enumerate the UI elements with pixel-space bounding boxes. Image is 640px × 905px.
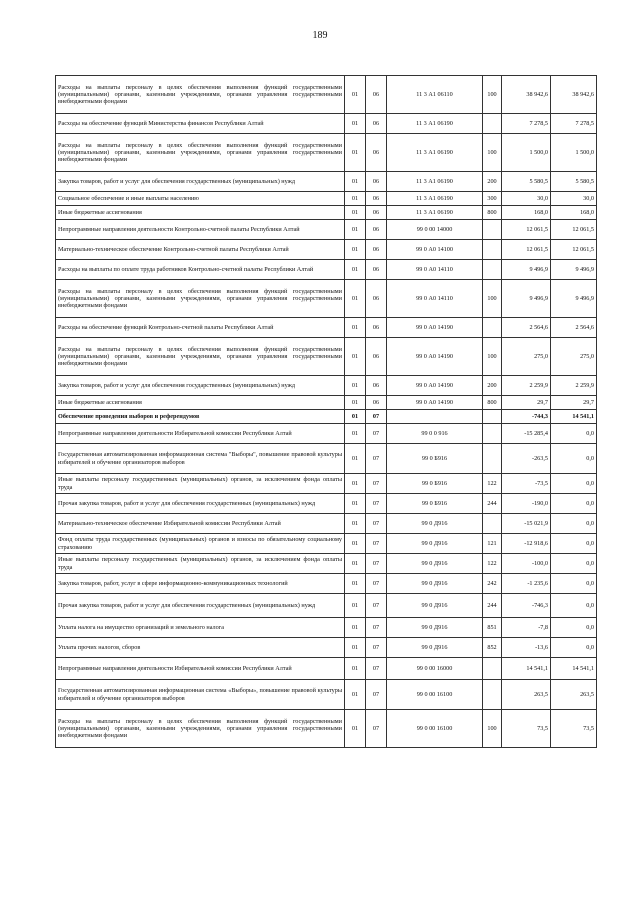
section-code-cell: 01 <box>345 514 366 534</box>
budget-table-body <box>56 76 597 748</box>
amount-change-cell: 5 580,5 <box>502 172 551 192</box>
expense-name-cell: Непрограммные направления деятельности Контрольно-счетной палаты Республики Алтай <box>56 220 345 240</box>
subsection-code-cell: 07 <box>366 554 387 574</box>
expense-name-cell: Прочая закупка товаров, работ и услуг для обеспечения государственных (муниципальных) нужд <box>56 494 345 514</box>
amount-total-cell: 263,5 <box>551 680 597 710</box>
target-article-cell: 99 0 Д916 <box>387 534 483 554</box>
amount-total-cell: 0,0 <box>551 494 597 514</box>
subsection-code-cell: 07 <box>366 574 387 594</box>
expense-name-cell: Расходы на выплаты персоналу в целях обеспечения выполнения функций государственными (муниципальными) органами, казенными учреждениями, органами управления государственными внебюджетными фондами <box>56 280 345 318</box>
amount-change-cell: 168,0 <box>502 206 551 220</box>
table-row <box>56 396 597 410</box>
amount-total-cell: 9 496,9 <box>551 260 597 280</box>
target-article-cell <box>387 410 483 424</box>
section-code-cell: 01 <box>345 260 366 280</box>
target-article-cell: 99 0 Д916 <box>387 554 483 574</box>
section-code-cell: 01 <box>345 280 366 318</box>
amount-change-cell: -73,5 <box>502 474 551 494</box>
amount-total-cell: 12 061,5 <box>551 220 597 240</box>
amount-change-cell: -12 918,6 <box>502 534 551 554</box>
amount-change-cell: 9 496,9 <box>502 280 551 318</box>
target-article-cell: 99 0 Б916 <box>387 474 483 494</box>
amount-change-cell: 12 061,5 <box>502 220 551 240</box>
table-row <box>56 220 597 240</box>
section-code-cell: 01 <box>345 494 366 514</box>
target-article-cell: 99 0 00 16100 <box>387 710 483 748</box>
target-article-cell: 99 0 0 916 <box>387 424 483 444</box>
amount-change-cell: -100,0 <box>502 554 551 574</box>
subsection-code-cell: 07 <box>366 494 387 514</box>
expense-type-cell: 122 <box>483 474 502 494</box>
expense-name-cell: Расходы на выплаты персоналу в целях обеспечения выполнения функций государственными (муниципальными) органами, казенными учреждениями, органами управления государственными внебюджетными фондами <box>56 134 345 172</box>
section-code-cell: 01 <box>345 396 366 410</box>
subsection-code-cell: 06 <box>366 76 387 114</box>
table-row <box>56 338 597 376</box>
target-article-cell: 99 0 Д916 <box>387 638 483 658</box>
expense-type-cell: 244 <box>483 594 502 618</box>
amount-total-cell: 0,0 <box>551 594 597 618</box>
subsection-code-cell: 07 <box>366 424 387 444</box>
subsection-code-cell: 07 <box>366 638 387 658</box>
subsection-code-cell: 06 <box>366 134 387 172</box>
amount-change-cell: 29,7 <box>502 396 551 410</box>
table-row <box>56 76 597 114</box>
section-code-cell: 01 <box>345 534 366 554</box>
amount-change-cell: 1 500,0 <box>502 134 551 172</box>
expense-name-cell: Иные бюджетные ассигнования <box>56 206 345 220</box>
expense-type-cell: 800 <box>483 396 502 410</box>
expense-name-cell: Фонд оплаты труда государственных (муниципальных) органов и взносы по обязательному социальному страхованию <box>56 534 345 554</box>
expense-type-cell: 200 <box>483 172 502 192</box>
expense-name-cell: Расходы на выплаты персоналу в целях обеспечения выполнения функций государственными (муниципальными) органами, казенными учреждениями, органами управления государственными внебюджетными фондами <box>56 710 345 748</box>
section-code-cell: 01 <box>345 658 366 680</box>
target-article-cell: 99 0 А0 14110 <box>387 260 483 280</box>
amount-change-cell: 275,0 <box>502 338 551 376</box>
target-article-cell: 99 0 Д916 <box>387 618 483 638</box>
expense-name-cell: Уплата налога на имущество организаций и земельного налога <box>56 618 345 638</box>
amount-total-cell: 12 061,5 <box>551 240 597 260</box>
expense-name-cell: Прочая закупка товаров, работ и услуг для обеспечения государственных (муниципальных) нужд <box>56 594 345 618</box>
subsection-code-cell: 07 <box>366 534 387 554</box>
target-article-cell: 11 3 А1 06110 <box>387 76 483 114</box>
amount-change-cell: 38 942,6 <box>502 76 551 114</box>
amount-change-cell: -746,3 <box>502 594 551 618</box>
table-row <box>56 172 597 192</box>
amount-change-cell: -13,6 <box>502 638 551 658</box>
amount-total-cell: 1 500,0 <box>551 134 597 172</box>
subsection-code-cell: 07 <box>366 680 387 710</box>
section-code-cell: 01 <box>345 76 366 114</box>
amount-total-cell: 0,0 <box>551 638 597 658</box>
amount-total-cell: 30,0 <box>551 192 597 206</box>
section-code-cell: 01 <box>345 474 366 494</box>
subsection-code-cell: 07 <box>366 410 387 424</box>
section-code-cell: 01 <box>345 134 366 172</box>
section-code-cell: 01 <box>345 410 366 424</box>
expense-name-cell: Расходы на выплаты персоналу в целях обеспечения выполнения функций государственными (муниципальными) органами, казенными учреждениями, органами управления государственными внебюджетными фондами <box>56 76 345 114</box>
expense-name-cell: Материально-техническое обеспечение Избирательной комиссии Республики Алтай <box>56 514 345 534</box>
expense-name-cell: Иные выплаты персоналу государственных (муниципальных) органов, за исключением фонда оплаты труда <box>56 474 345 494</box>
expense-type-cell <box>483 680 502 710</box>
table-row <box>56 658 597 680</box>
subsection-code-cell: 06 <box>366 172 387 192</box>
amount-total-cell: 0,0 <box>551 474 597 494</box>
expense-name-cell: Обеспечение проведения выборов и референдумов <box>56 410 345 424</box>
amount-change-cell: -190,0 <box>502 494 551 514</box>
subsection-code-cell: 06 <box>366 376 387 396</box>
table-row <box>56 424 597 444</box>
expense-type-cell <box>483 658 502 680</box>
amount-total-cell: 14 541,1 <box>551 658 597 680</box>
amount-total-cell: 73,5 <box>551 710 597 748</box>
table-row <box>56 474 597 494</box>
section-code-cell: 01 <box>345 206 366 220</box>
expense-type-cell: 244 <box>483 494 502 514</box>
expense-name-cell: Иные выплаты персоналу государственных (муниципальных) органов, за исключением фонда оплаты труда <box>56 554 345 574</box>
expense-type-cell: 800 <box>483 206 502 220</box>
amount-total-cell: 168,0 <box>551 206 597 220</box>
amount-change-cell: -744,3 <box>502 410 551 424</box>
table-row <box>56 114 597 134</box>
amount-change-cell: 14 541,1 <box>502 658 551 680</box>
subsection-code-cell: 06 <box>366 220 387 240</box>
amount-total-cell: 2 564,6 <box>551 318 597 338</box>
table-row <box>56 514 597 534</box>
expense-name-cell: Закупка товаров, работ и услуг для обеспечения государственных (муниципальных) нужд <box>56 376 345 396</box>
amount-change-cell: -263,5 <box>502 444 551 474</box>
section-code-cell: 01 <box>345 220 366 240</box>
section-code-cell: 01 <box>345 172 366 192</box>
amount-change-cell: 9 496,9 <box>502 260 551 280</box>
subsection-code-cell: 07 <box>366 618 387 638</box>
table-row <box>56 240 597 260</box>
section-code-cell: 01 <box>345 114 366 134</box>
expense-name-cell: Закупка товаров, работ и услуг для обеспечения государственных (муниципальных) нужд <box>56 172 345 192</box>
expense-type-cell: 200 <box>483 376 502 396</box>
table-row <box>56 134 597 172</box>
target-article-cell: 11 3 А1 06190 <box>387 206 483 220</box>
expense-type-cell <box>483 220 502 240</box>
expense-type-cell <box>483 114 502 134</box>
target-article-cell: 11 3 А1 06190 <box>387 192 483 206</box>
expense-type-cell: 100 <box>483 134 502 172</box>
target-article-cell: 99 0 Б916 <box>387 494 483 514</box>
section-code-cell: 01 <box>345 444 366 474</box>
subsection-code-cell: 07 <box>366 658 387 680</box>
table-row <box>56 554 597 574</box>
page-number: 189 <box>312 30 328 41</box>
budget-table <box>55 75 597 748</box>
expense-type-cell <box>483 318 502 338</box>
expense-type-cell <box>483 514 502 534</box>
section-code-cell: 01 <box>345 192 366 206</box>
subsection-code-cell: 07 <box>366 594 387 618</box>
expense-name-cell: Расходы на обеспечение функций Контрольно-счетной палаты Республики Алтай <box>56 318 345 338</box>
target-article-cell: 99 0 А0 14100 <box>387 240 483 260</box>
expense-name-cell: Социальное обеспечение и иные выплаты населению <box>56 192 345 206</box>
expense-type-cell <box>483 240 502 260</box>
amount-total-cell: 14 541,1 <box>551 410 597 424</box>
target-article-cell: 11 3 А1 06190 <box>387 172 483 192</box>
expense-type-cell: 300 <box>483 192 502 206</box>
expense-type-cell: 100 <box>483 280 502 318</box>
expense-type-cell: 100 <box>483 338 502 376</box>
expense-type-cell <box>483 444 502 474</box>
target-article-cell: 99 0 А0 14190 <box>387 376 483 396</box>
amount-change-cell: 2 259,9 <box>502 376 551 396</box>
table-row <box>56 376 597 396</box>
table-row <box>56 494 597 514</box>
amount-change-cell: -15 021,9 <box>502 514 551 534</box>
expense-type-cell: 242 <box>483 574 502 594</box>
target-article-cell: 99 0 А0 14190 <box>387 318 483 338</box>
target-article-cell: 99 0 00 14000 <box>387 220 483 240</box>
subsection-code-cell: 06 <box>366 206 387 220</box>
section-code-cell: 01 <box>345 618 366 638</box>
section-code-cell: 01 <box>345 680 366 710</box>
subsection-code-cell: 07 <box>366 514 387 534</box>
amount-change-cell: -15 285,4 <box>502 424 551 444</box>
table-row <box>56 410 597 424</box>
amount-change-cell: 12 061,5 <box>502 240 551 260</box>
expense-name-cell: Государственная автоматизированная информационная система «Выборы», повышение правовой культуры избирателей и обучение организаторов выборов <box>56 680 345 710</box>
table-row <box>56 680 597 710</box>
table-row <box>56 618 597 638</box>
amount-total-cell: 0,0 <box>551 534 597 554</box>
amount-change-cell: 73,5 <box>502 710 551 748</box>
expense-name-cell: Расходы на выплаты по оплате труда работников Контрольно-счетной палаты Республики Алтай <box>56 260 345 280</box>
section-code-cell: 01 <box>345 338 366 376</box>
expense-type-cell: 122 <box>483 554 502 574</box>
table-row <box>56 280 597 318</box>
amount-change-cell: 2 564,6 <box>502 318 551 338</box>
table-row <box>56 710 597 748</box>
subsection-code-cell: 06 <box>366 318 387 338</box>
subsection-code-cell: 06 <box>366 240 387 260</box>
section-code-cell: 01 <box>345 424 366 444</box>
target-article-cell: 99 0 Д916 <box>387 514 483 534</box>
target-article-cell: 99 0 Б916 <box>387 444 483 474</box>
amount-total-cell: 0,0 <box>551 424 597 444</box>
table-row <box>56 318 597 338</box>
subsection-code-cell: 06 <box>366 396 387 410</box>
amount-change-cell: 30,0 <box>502 192 551 206</box>
expense-name-cell: Закупка товаров, работ, услуг в сфере информационно-коммуникационных технологий <box>56 574 345 594</box>
expense-name-cell: Государственная автоматизированная информационная система "Выборы", повышение правовой культуры избирателей и обучение организаторов выборов <box>56 444 345 474</box>
section-code-cell: 01 <box>345 318 366 338</box>
amount-change-cell: 7 278,5 <box>502 114 551 134</box>
amount-total-cell: 0,0 <box>551 554 597 574</box>
amount-total-cell: 38 942,6 <box>551 76 597 114</box>
target-article-cell: 99 0 Д916 <box>387 594 483 618</box>
table-row <box>56 260 597 280</box>
table-row <box>56 444 597 474</box>
target-article-cell: 11 3 А1 06190 <box>387 134 483 172</box>
amount-change-cell: 263,5 <box>502 680 551 710</box>
amount-change-cell: -1 235,6 <box>502 574 551 594</box>
amount-total-cell: 2 259,9 <box>551 376 597 396</box>
expense-type-cell: 121 <box>483 534 502 554</box>
expense-type-cell: 851 <box>483 618 502 638</box>
subsection-code-cell: 06 <box>366 338 387 376</box>
amount-total-cell: 0,0 <box>551 618 597 638</box>
subsection-code-cell: 07 <box>366 444 387 474</box>
table-row <box>56 192 597 206</box>
expense-type-cell: 852 <box>483 638 502 658</box>
amount-total-cell: 275,0 <box>551 338 597 376</box>
amount-total-cell: 0,0 <box>551 514 597 534</box>
target-article-cell: 99 0 Д916 <box>387 574 483 594</box>
amount-total-cell: 0,0 <box>551 444 597 474</box>
expense-name-cell: Расходы на обеспечение функций Министерства финансов Республики Алтай <box>56 114 345 134</box>
target-article-cell: 99 0 А0 14110 <box>387 280 483 318</box>
amount-total-cell: 7 278,5 <box>551 114 597 134</box>
table-row <box>56 206 597 220</box>
expense-name-cell: Уплата прочих налогов, сборов <box>56 638 345 658</box>
amount-total-cell: 29,7 <box>551 396 597 410</box>
section-code-cell: 01 <box>345 240 366 260</box>
target-article-cell: 99 0 00 16000 <box>387 658 483 680</box>
section-code-cell: 01 <box>345 638 366 658</box>
expense-name-cell: Непрограммные направления деятельности Избирательной комиссии Республики Алтай <box>56 658 345 680</box>
expense-type-cell <box>483 410 502 424</box>
table-row <box>56 594 597 618</box>
target-article-cell: 99 0 00 16100 <box>387 680 483 710</box>
section-code-cell: 01 <box>345 710 366 748</box>
section-code-cell: 01 <box>345 554 366 574</box>
amount-total-cell: 0,0 <box>551 574 597 594</box>
subsection-code-cell: 06 <box>366 280 387 318</box>
section-code-cell: 01 <box>345 594 366 618</box>
target-article-cell: 11 3 А1 06190 <box>387 114 483 134</box>
subsection-code-cell: 06 <box>366 260 387 280</box>
expense-type-cell: 100 <box>483 710 502 748</box>
expense-type-cell: 100 <box>483 76 502 114</box>
table-row <box>56 534 597 554</box>
table-row <box>56 574 597 594</box>
expense-name-cell: Непрограммные направления деятельности Избирательной комиссии Республики Алтай <box>56 424 345 444</box>
amount-change-cell: -7,8 <box>502 618 551 638</box>
expense-name-cell: Материально-техническое обеспечение Контрольно-счетной палаты Республики Алтай <box>56 240 345 260</box>
expense-name-cell: Иные бюджетные ассигнования <box>56 396 345 410</box>
subsection-code-cell: 06 <box>366 192 387 206</box>
section-code-cell: 01 <box>345 574 366 594</box>
amount-total-cell: 5 580,5 <box>551 172 597 192</box>
subsection-code-cell: 06 <box>366 114 387 134</box>
target-article-cell: 99 0 А0 14190 <box>387 396 483 410</box>
subsection-code-cell: 07 <box>366 474 387 494</box>
expense-type-cell <box>483 260 502 280</box>
section-code-cell: 01 <box>345 376 366 396</box>
subsection-code-cell: 07 <box>366 710 387 748</box>
table-row <box>56 638 597 658</box>
expense-type-cell <box>483 424 502 444</box>
target-article-cell: 99 0 А0 14190 <box>387 338 483 376</box>
expense-name-cell: Расходы на выплаты персоналу в целях обеспечения выполнения функций государственными (муниципальными) органами, казенными учреждениями, органами управления государственными внебюджетными фондами <box>56 338 345 376</box>
amount-total-cell: 9 496,9 <box>551 280 597 318</box>
